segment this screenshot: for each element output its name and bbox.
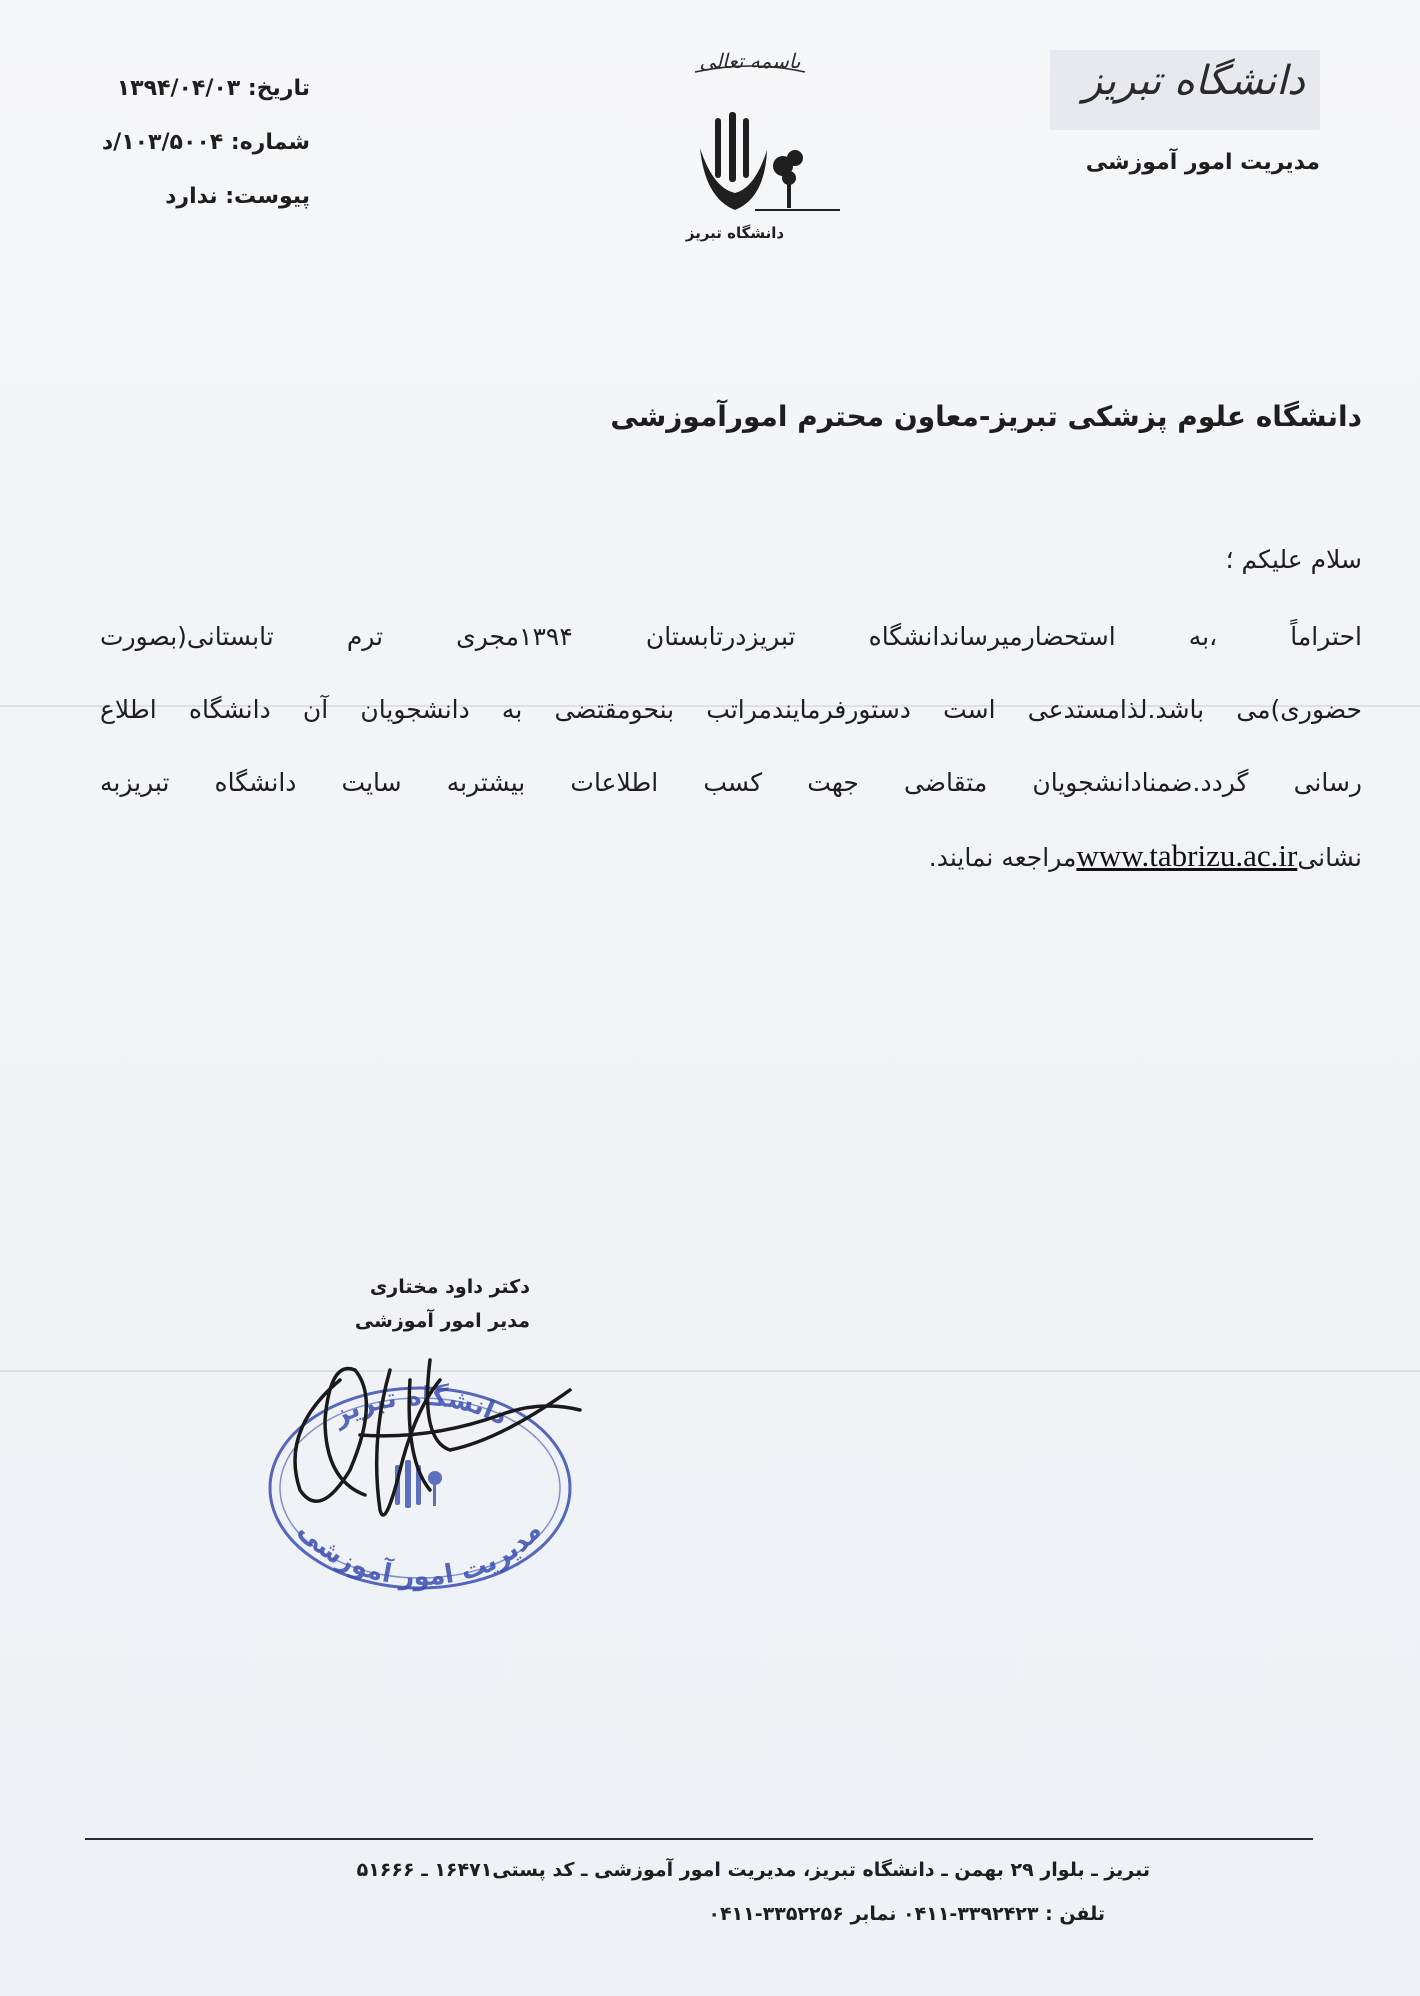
body-last-line-prefix: نشانی [1297,843,1362,872]
letter-meta [70,62,310,224]
signer-name: دکتر داود مختاری [369,1276,530,1298]
body-line: حضوری)می باشد.لذامستدعی است دستورفرمایندمراتب بنحومقتضی به دانشجویان آن دانشگاه اطلاع [100,695,1362,724]
body-last-line [100,819,1362,894]
letter-attachment: پیوست: ندارد [165,184,310,209]
letter-recipient: دانشگاه علوم پزشکی تبریز-معاون محترم امورآموزشی [610,400,1362,433]
iran-emblem-icon [655,38,845,258]
letter-date: تاریخ: ۱۳۹۴/۰۴/۰۳ [116,76,310,101]
emblem-caption: باسمه تعالی [699,49,801,73]
handwritten-signature [270,1320,600,1570]
paper-fold-line [0,1370,1420,1372]
body-last-line-suffix: مراجعه نمایند. [928,843,1077,872]
letter-number: شماره: ۱۰۳/۵۰۰۴/د [101,130,310,155]
letter-greeting: سلام علیکم ؛ [1225,545,1362,574]
department-name: مدیریت امور آموزشی [1085,150,1320,175]
university-logo [1050,50,1320,200]
body-line: رسانی گردد.ضمنادانشجویان متقاضی جهت کسب اطلاعات بیشتربه سایت دانشگاه تبریزبه [100,768,1362,797]
university-logo-text: دانشگاه تبریز [1082,58,1305,104]
signer-title: مدیر امور آموزشی [354,1310,530,1332]
letter-body [100,600,1362,894]
university-website-link[interactable]: www.tabrizu.ac.ir [1076,838,1298,873]
letter-footer [150,1848,1150,1936]
body-line: احتراماً ،به استحضارمیرساندانشگاه تبریزدرتابستان ۱۳۹۴مجری ترم تابستانی(بصورت [100,622,1362,651]
footer-divider [85,1838,1313,1840]
emblem-university-label: دانشگاه تبریز [685,224,785,242]
footer-phone: تلفن : ۳۳۹۲۴۲۳-۰۴۱۱ نمابر ۳۳۵۲۲۵۶-۰۴۱۱ [708,1903,1105,1925]
stamp-top-text: دانشگاه تبریز [327,1381,513,1432]
stamp-bottom-text: مدیریت امور آموزشی [292,1515,548,1593]
footer-address: تبریز ـ بلوار ۲۹ بهمن ـ دانشگاه تبریز، مدیریت امور آموزشی ـ کد پستی۱۶۴۷۱ ـ ۵۱۶۶۶ [356,1859,1150,1881]
